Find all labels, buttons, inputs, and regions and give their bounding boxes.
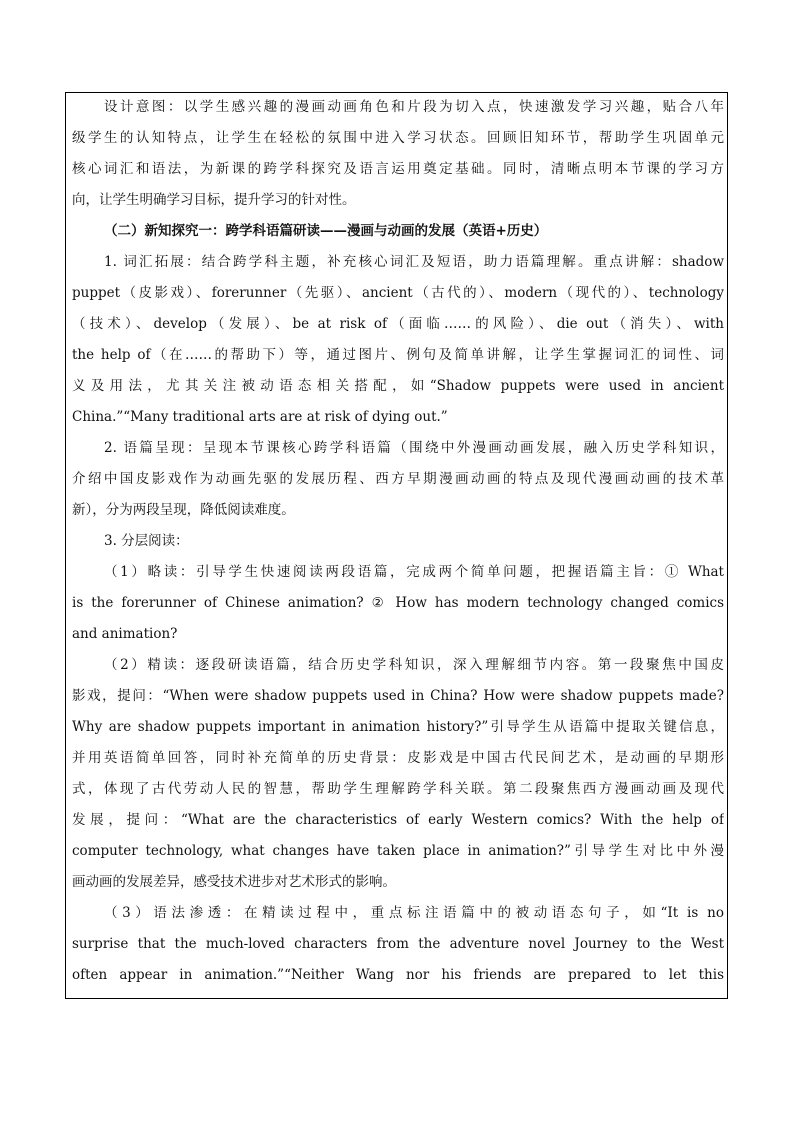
skimming-paragraph-line: is the forerunner of Chinese animation? ② How has modern technology changed comics [72, 595, 724, 611]
intensive-reading-paragraph-line: computer technology, what changes have taken place in animation?”引导学生对比中外漫 [72, 843, 724, 859]
design-intent-paragraph-line: 设计意图：以学生感兴趣的漫画动画角色和片段为切入点，快速激发学习兴趣，贴合八年 [104, 99, 724, 115]
intensive-reading-paragraph-line: 影戏，提问：“When were shadow puppets used in China? How were shadow puppets made? [72, 688, 724, 704]
text-presentation-paragraph-line: 新），分为两段呈现，降低阅读难度。 [72, 502, 295, 518]
grammar-paragraph-line: （3）语法渗透：在精读过程中，重点标注语篇中的被动语态句子，如“It is no [104, 905, 724, 921]
intensive-reading-paragraph-line: 并用英语简单回答，同时补充简单的历史背景：皮影戏是中国古代民间艺术，是动画的早期形 [72, 750, 724, 766]
intensive-reading-paragraph-line: 画动画的发展差异，感受技术进步对艺术形式的影响。 [72, 874, 396, 890]
vocabulary-paragraph-line: 义及用法，尤其关注被动语态相关搭配，如“Shadow puppets were used in ancient [72, 378, 724, 394]
section-heading: （二）新知探究一：跨学科语篇研读——漫画与动画的发展（英语+历史） [104, 223, 548, 239]
vocabulary-paragraph-line: the help of（在……的帮助下）等，通过图片、例句及简单讲解，让学生掌握词汇的词性、词 [72, 347, 724, 363]
intensive-reading-paragraph-line: 发展，提问：“What are the characteristics of early Western comics? With the help of [72, 812, 724, 828]
layered-reading-heading: 3. 分层阅读： [104, 533, 189, 549]
vocabulary-paragraph-line: China.”“Many traditional arts are at risk of dying out.” [72, 409, 448, 425]
design-intent-paragraph-line: 向，让学生明确学习目标，提升学习的针对性。 [72, 192, 356, 208]
design-intent-paragraph-line: 级学生的认知特点，让学生在轻松的氛围中进入学习状态。回顾旧知环节，帮助学生巩固单元 [72, 130, 724, 146]
intensive-reading-paragraph-line: （2）精读：逐段研读语篇，结合历史学科知识，深入理解细节内容。第一段聚焦中国皮 [104, 657, 724, 673]
skimming-paragraph-line: （1）略读：引导学生快速阅读两段语篇，完成两个简单问题，把握语篇主旨：① What [104, 564, 724, 580]
vocabulary-paragraph-line: 1. 词汇拓展：结合跨学科主题，补充核心词汇及短语，助力语篇理解。重点讲解：shadow [104, 254, 724, 270]
vocabulary-paragraph-line: （技术）、develop（发展）、be at risk of（面临……的风险）、die out（消失）、with [72, 316, 724, 332]
grammar-paragraph-line: often appear in animation.”“Neither Wang nor his friends are prepared to let this [72, 967, 724, 983]
grammar-paragraph-line: surprise that the much-loved characters from the adventure novel Journey to the West [72, 936, 724, 952]
text-presentation-paragraph-line: 2. 语篇呈现：呈现本节课核心跨学科语篇（围绕中外漫画动画发展，融入历史学科知识， [104, 440, 724, 456]
vocabulary-paragraph-line: puppet（皮影戏）、forerunner（先驱）、ancient（古代的）、modern（现代的）、technology [72, 285, 724, 301]
skimming-paragraph-line: and animation? [72, 626, 178, 642]
intensive-reading-paragraph-line: Why are shadow puppets important in animation history?”引导学生从语篇中提取关键信息， [72, 719, 724, 735]
design-intent-paragraph-line: 核心词汇和语法，为新课的跨学科探究及语言运用奠定基础。同时，清晰点明本节课的学习方 [72, 161, 724, 177]
text-presentation-paragraph-line: 介绍中国皮影戏作为动画先驱的发展历程、西方早期漫画动画的特点及现代漫画动画的技术革 [72, 471, 724, 487]
intensive-reading-paragraph-line: 式，体现了古代劳动人民的智慧，帮助学生理解跨学科关联。第二段聚焦西方漫画动画及现代 [72, 781, 724, 797]
